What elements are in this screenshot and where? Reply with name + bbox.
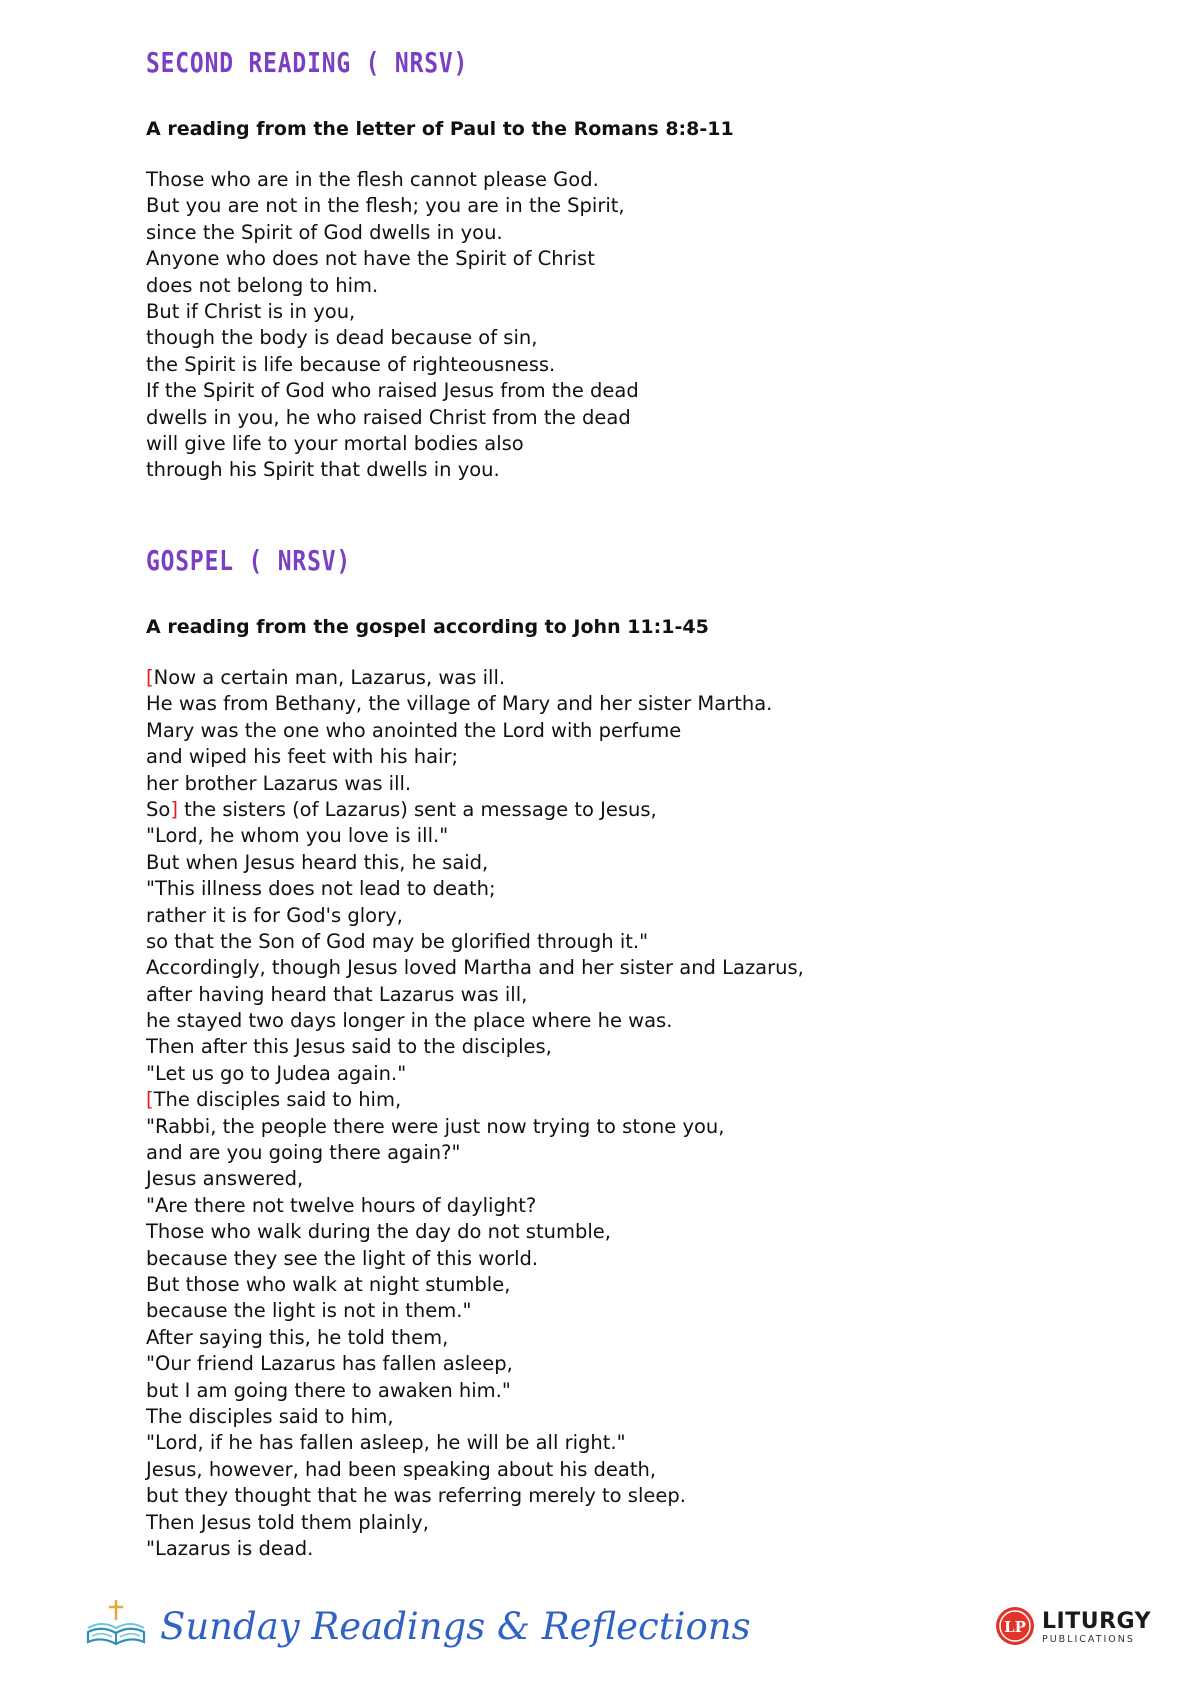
gospel-line: After saying this, he told them,	[146, 1325, 449, 1349]
gospel-line: but I am going there to awaken him."	[146, 1378, 511, 1402]
gospel-line: and wiped his feet with his hair;	[146, 745, 459, 769]
svg-text:LP: LP	[1004, 1618, 1026, 1636]
reading-bracket: [	[146, 666, 154, 689]
second-reading-line: though the body is dead because of sin,	[146, 326, 538, 350]
gospel-line: "Lord, he whom you love is ill."	[146, 824, 449, 848]
gospel-line: Mary was the one who anointed the Lord with perfume	[146, 718, 682, 742]
second-reading-subheading: A reading from the letter of Paul to the Romans 8:8-11	[146, 118, 734, 140]
gospel-line: He was from Bethany, the village of Mary and her sister Martha.	[146, 692, 773, 716]
footer-brand	[84, 1596, 751, 1656]
second-reading-line: But if Christ is in you,	[146, 299, 356, 323]
second-reading-text	[146, 167, 639, 484]
second-reading-line: If the Spirit of God who raised Jesus from the dead	[146, 379, 639, 403]
publisher-logo	[994, 1604, 1151, 1652]
gospel-line: he stayed two days longer in the place where he was.	[146, 1009, 673, 1033]
footer-title: Sunday Readings & Reflections	[160, 1604, 751, 1648]
publisher-subtitle: PUBLICATIONS	[1042, 1634, 1135, 1646]
gospel-line: "This illness does not lead to death;	[146, 877, 496, 901]
second-reading-line: Anyone who does not have the Spirit of Christ	[146, 247, 595, 271]
second-reading-line: Those who are in the flesh cannot please God.	[146, 168, 599, 191]
gospel-line: after having heard that Lazarus was ill,	[146, 982, 528, 1006]
reading-bracket: [	[146, 1088, 154, 1112]
gospel-line: so that the Son of God may be glorified through it."	[146, 929, 649, 953]
gospel-line: So] the sisters (of Lazarus) sent a message to Jesus,	[146, 797, 657, 821]
gospel-subheading: A reading from the gospel according to John 11:1-45	[146, 616, 709, 638]
reading-bracket: ]	[170, 797, 178, 821]
gospel-line: "Our friend Lazarus has fallen asleep,	[146, 1352, 513, 1376]
gospel-line: Then after this Jesus said to the disciples,	[146, 1035, 552, 1059]
gospel-line: Accordingly, though Jesus loved Martha and her sister and Lazarus,	[146, 956, 804, 980]
gospel-line: Those who walk during the day do not stumble,	[146, 1220, 611, 1244]
gospel-line: because they see the light of this world.	[146, 1246, 539, 1270]
open-bible-cross-icon	[84, 1598, 148, 1654]
gospel-line: Jesus, however, had been speaking about his death,	[146, 1457, 657, 1481]
gospel-heading: GOSPEL ( NRSV)	[146, 544, 352, 577]
gospel-line: "Rabbi, the people there were just now trying to stone you,	[146, 1114, 725, 1138]
second-reading-line: through his Spirit that dwells in you.	[146, 458, 500, 482]
gospel-line: But those who walk at night stumble,	[146, 1272, 511, 1296]
gospel-line: her brother Lazarus was ill.	[146, 771, 412, 795]
gospel-line: but they thought that he was referring merely to sleep.	[146, 1484, 686, 1508]
second-reading-heading: SECOND READING ( NRSV)	[146, 46, 469, 79]
gospel-line: "Are there not twelve hours of daylight?	[146, 1193, 537, 1217]
second-reading-line: does not belong to him.	[146, 273, 379, 297]
gospel-line: [The disciples said to him,	[146, 1088, 402, 1112]
gospel-line: Jesus answered,	[146, 1167, 304, 1191]
gospel-line: "Let us go to Judea again."	[146, 1061, 407, 1085]
gospel-line: because the light is not in them."	[146, 1299, 472, 1323]
gospel-line: Then Jesus told them plainly,	[146, 1510, 429, 1534]
second-reading-line: will give life to your mortal bodies also	[146, 431, 524, 455]
gospel-line: and are you going there again?"	[146, 1141, 461, 1165]
gospel-line: rather it is for God's glory,	[146, 903, 403, 927]
second-reading-line: dwells in you, he who raised Christ from the dead	[146, 405, 631, 429]
gospel-text	[146, 665, 804, 1562]
gospel-line: But when Jesus heard this, he said,	[146, 850, 489, 874]
gospel-line: [Now a certain man, Lazarus, was ill.	[146, 666, 506, 689]
second-reading-line: the Spirit is life because of righteousness.	[146, 352, 556, 376]
liturgy-logo-icon	[994, 1605, 1036, 1651]
second-reading-line: since the Spirit of God dwells in you.	[146, 220, 503, 244]
publisher-name: LITURGY	[1042, 1609, 1152, 1635]
gospel-line: The disciples said to him,	[146, 1404, 394, 1428]
gospel-line: "Lazarus is dead.	[146, 1536, 314, 1560]
gospel-line: "Lord, if he has fallen asleep, he will be all right."	[146, 1431, 626, 1455]
second-reading-line: But you are not in the flesh; you are in the Spirit,	[146, 194, 625, 218]
